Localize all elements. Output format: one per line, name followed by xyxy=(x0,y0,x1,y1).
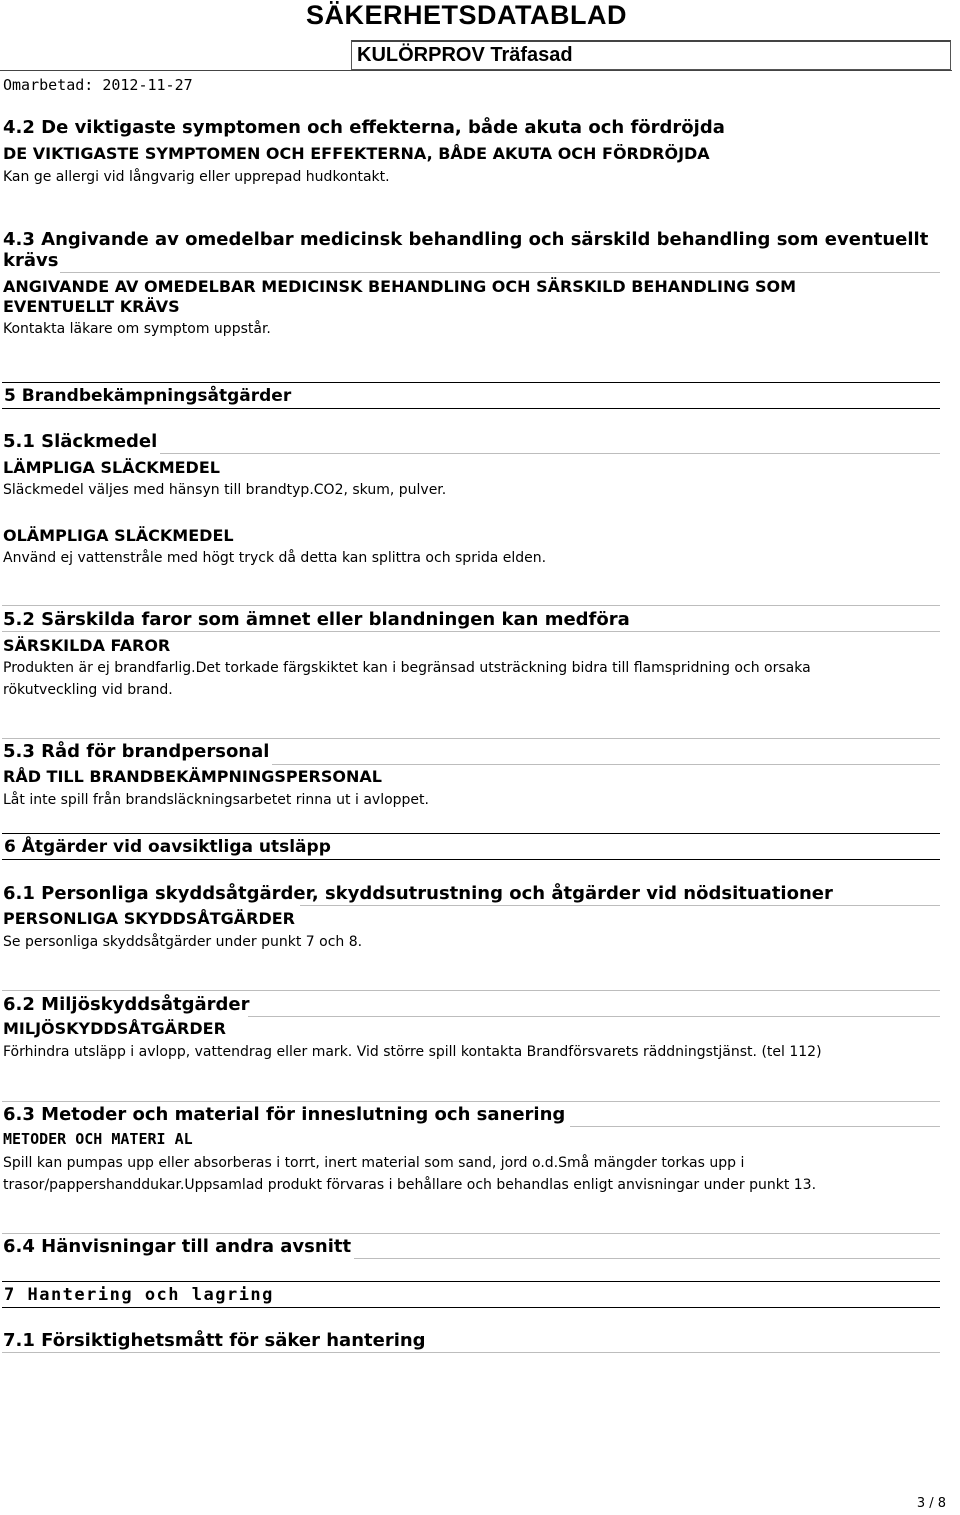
product-name: KULÖRPROV Träfasad xyxy=(357,44,573,66)
section-7-1-heading: 7.1 Försiktighetsmått för säker hantering xyxy=(3,1330,426,1351)
section-4-3-caps-line2: EVENTUELLT KRÄVS xyxy=(3,297,180,316)
section-5-1-rule xyxy=(160,453,940,454)
section-6-1-caps: PERSONLIGA SKYDDSÅTGÄRDER xyxy=(3,909,295,928)
section-6-1-heading: 6.1 Personliga skyddsåtgärder, skyddsutrustning och åtgärder vid nödsituationer xyxy=(3,883,833,904)
section-5-1-caps2: OLÄMPLIGA SLÄCKMEDEL xyxy=(3,526,234,545)
section-7-bottom-rule xyxy=(2,1307,940,1308)
section-4-3-heading-line1: 4.3 Angivande av omedelbar medicinsk behandling och särskild behandling som eventuellt xyxy=(3,229,929,250)
section-5-2-text-line1: Produkten är ej brandfarlig.Det torkade färgskiktet kan i begränsad utsträckning bidra till flamspridning och orsaka xyxy=(3,660,811,676)
section-4-2-text: Kan ge allergi vid långvarig eller upprepad hudkontakt. xyxy=(3,169,390,185)
section-5-heading: 5 Brandbekämpningsåtgärder xyxy=(4,386,292,406)
document-title: SÄKERHETSDATABLAD xyxy=(306,0,627,30)
section-6-bottom-rule xyxy=(2,859,940,860)
section-6-4-top-rule xyxy=(2,1233,940,1234)
section-5-3-rule xyxy=(272,764,940,765)
section-6-3-text-line1: Spill kan pumpas upp eller absorberas i torrt, inert material som sand, jord o.d.Små mängder torkas upp i xyxy=(3,1155,745,1171)
section-4-2-caps: DE VIKTIGASTE SYMPTOMEN OCH EFFEKTERNA, BÅDE AKUTA OCH FÖRDRÖJDA xyxy=(3,144,710,163)
section-5-3-heading: 5.3 Råd för brandpersonal xyxy=(3,741,270,762)
section-6-4-heading: 6.4 Hänvisningar till andra avsnitt xyxy=(3,1236,352,1257)
section-5-3-top-rule xyxy=(2,738,940,739)
section-7-top-rule xyxy=(2,1281,940,1282)
section-5-2-heading: 5.2 Särskilda faror som ämnet eller blandningen kan medföra xyxy=(3,609,630,630)
section-6-4-rule xyxy=(354,1258,940,1259)
page-number: 3 / 8 xyxy=(916,1496,946,1511)
section-6-1-rule xyxy=(300,905,940,906)
section-5-2-caps: SÄRSKILDA FAROR xyxy=(3,636,171,655)
section-7-heading: 7 Hantering och lagring xyxy=(4,1285,274,1305)
header-rule xyxy=(0,70,952,71)
section-6-3-heading: 6.3 Metoder och material för inneslutning och sanering xyxy=(3,1104,566,1125)
section-5-top-rule xyxy=(2,382,940,383)
section-6-heading: 6 Åtgärder vid oavsiktliga utsläpp xyxy=(4,837,331,857)
section-6-2-heading: 6.2 Miljöskyddsåtgärder xyxy=(3,994,250,1015)
revision-date: Omarbetad: 2012-11-27 xyxy=(3,76,193,94)
section-5-1-caps1: LÄMPLIGA SLÄCKMEDEL xyxy=(3,458,220,477)
section-6-3-text-line2: trasor/pappershanddukar.Uppsamlad produkt förvaras i behållare och behandlas enligt anvisningar under punkt 13. xyxy=(3,1177,817,1193)
section-4-3-rule xyxy=(60,272,940,273)
section-5-3-caps: RÅD TILL BRANDBEKÄMPNINGSPERSONAL xyxy=(3,767,382,786)
section-5-bottom-rule xyxy=(2,408,940,409)
section-7-1-rule xyxy=(2,1352,940,1353)
section-6-1-text: Se personliga skyddsåtgärder under punkt 7 och 8. xyxy=(3,934,363,950)
section-6-top-rule xyxy=(2,833,940,834)
section-5-3-text: Låt inte spill från brandsläckningsarbetet rinna ut i avloppet. xyxy=(3,792,429,808)
section-4-3-text: Kontakta läkare om symptom uppstår. xyxy=(3,321,271,337)
section-6-2-rule xyxy=(248,1016,940,1017)
section-5-1-text2: Använd ej vattenstråle med högt tryck då detta kan splittra och sprida elden. xyxy=(3,550,547,566)
section-6-3-rule xyxy=(570,1126,940,1127)
section-4-3-caps-line1: ANGIVANDE AV OMEDELBAR MEDICINSK BEHANDLING OCH SÄRSKILD BEHANDLING SOM xyxy=(3,277,797,296)
section-6-3-caps: METODER OCH MATERI AL xyxy=(3,1130,193,1148)
section-5-2-rule xyxy=(2,631,940,632)
section-5-1-heading: 5.1 Släckmedel xyxy=(3,431,158,452)
section-6-2-text: Förhindra utsläpp i avlopp, vattendrag eller mark. Vid större spill kontakta Brandförsvarets räddningstjänst. (tel 112) xyxy=(3,1044,822,1060)
section-4-2-heading: 4.2 De viktigaste symptomen och effekterna, både akuta och fördröjda xyxy=(3,117,725,138)
section-4-3-heading-line2: krävs xyxy=(3,250,59,271)
section-6-2-top-rule xyxy=(2,990,940,991)
section-5-2-text-line2: rökutveckling vid brand. xyxy=(3,682,173,698)
section-5-1-text1: Släckmedel väljes med hänsyn till brandtyp.CO2, skum, pulver. xyxy=(3,482,447,498)
section-6-2-caps: MILJÖSKYDDSÅTGÄRDER xyxy=(3,1019,226,1038)
section-5-2-top-rule xyxy=(2,605,940,606)
section-6-3-top-rule xyxy=(2,1101,940,1102)
